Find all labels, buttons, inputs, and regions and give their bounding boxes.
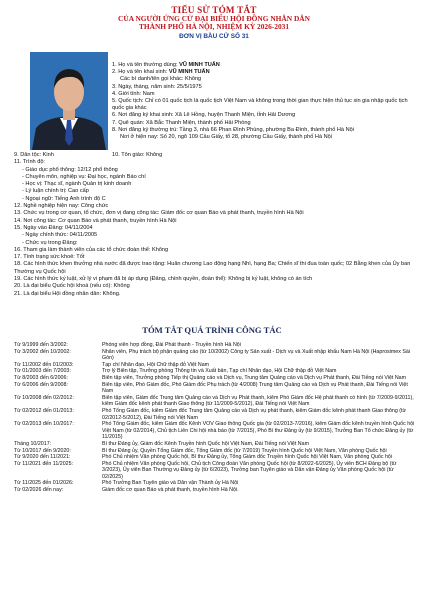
career-date: Từ 02/2012 đến 01/2013:	[14, 407, 74, 414]
career-date: Từ 10/2017 đến 9/2020:	[14, 447, 71, 454]
career-description: Biên tập viên, Trưởng phòng Tiếp thị Quảng cáo và Dịch vụ, Trung tâm Quảng cáo và Dịch vụ Phát thanh, Đài Tiếng nói Việt Nam	[102, 374, 407, 381]
career-row	[14, 395, 416, 408]
career-date: Từ 3/2002 đến 10/2002:	[14, 348, 71, 355]
career-description: Phó Chủ nhiệm Văn phòng Quốc hội, Bí thư Đảng ủy, Tổng Giám đốc Truyền hình Quốc hội Việt Nam, Văn phòng Quốc hội	[102, 454, 393, 461]
bio-item-awards: 18. Các hình thức khen thưởng nhà nước đã được trao tặng: Huân chương Lao động hạng Nhì, hạng Ba; Chiến sĩ thi đua toàn quốc; 02 Bằng khen của Ủy ban Thường vụ Quốc hội	[14, 261, 411, 275]
career-date: Từ 11/2002 đến 01/2003:	[14, 361, 74, 368]
career-row	[14, 408, 416, 421]
career-row	[14, 480, 416, 487]
career-date: Từ 8/2003 đến 6/2006:	[14, 374, 68, 381]
career-date: Từ 9/2020 đến 11/2021:	[14, 454, 71, 461]
bio-item-birth-name: 2. Họ và tên khai sinh: VŨ MINH TUẤN	[112, 69, 210, 76]
career-row	[14, 421, 416, 441]
career-date: Từ 9/1999 đến 3/2002:	[14, 342, 68, 348]
career-description: Bí thư Đảng ủy, Giám đốc Kênh Truyền hình Quốc hội Việt Nam, Đài Tiếng nói Việt Nam	[102, 440, 309, 447]
career-date: Từ 10/2008 đến 02/2012:	[14, 394, 74, 401]
bio-item-nationality: 5. Quốc tịch: Chỉ có 01 quốc tịch là quốc tịch Việt Nam và không trong thời gian thực hiện thủ tục xin gia nhập quốc tịch quốc gia khác	[112, 98, 408, 112]
bio-item-party-position: - Chức vụ trong Đảng:	[22, 239, 78, 246]
career-description: Biên tập viên, Phó Giám đốc, Phó Giám đốc Phụ trách (từ 4/2008) Trung tâm Quảng cáo và Dịch vụ Phát thanh, Đài Tiếng nói Việt Nam	[102, 381, 408, 395]
bio-item-ethnicity: 9. Dân tộc: Kinh	[14, 152, 54, 158]
career-description: Giám đốc cơ quan Báo và phát thanh, truyền hình Hà Nội.	[102, 487, 239, 494]
career-row	[14, 382, 416, 395]
career-description: Biên tập viên, Giám đốc Trung tâm Quảng cáo và Dịch vụ Phát thanh, kiêm Phó Giám đốc Hệ phát thanh có hình (từ 7/2009-9/2011), kiêm Giám đốc kênh phát thanh Giao thông (từ 11/2009-5/2012), Đài Tiếng nói Việt Nam	[102, 394, 414, 408]
candidate-portrait	[30, 52, 108, 150]
bio-item-aliases: Các bí danh/tên gọi khác: Không	[120, 76, 202, 83]
career-description: Nhân viên, Phụ trách bộ phận quảng cáo (từ 10/2002) Công ty Sản xuất - Dịch vụ và Xuất nhập khẩu Nam Hà Nội (Haprosimex Sài Gòn)	[102, 348, 410, 362]
bio-item-religion: 10. Tôn giáo: Không	[112, 152, 163, 158]
career-description: Phó Tổng Giám đốc, kiêm Giám đốc Kênh VOV Giao thông Quốc gia (từ 02/2013-7/2016), kiêm Giám đốc kênh truyền hình Quốc hội Việt Nam (từ 02/2014), Chủ tịch Liên Chi hội nhà báo (từ 7/2015), Phó Bí thư Đảng ủy (từ 9/2015), Trưởng Ban Tổ chức Đảng ủy (từ 11/2015)	[102, 421, 415, 441]
career-description: Trợ lý Biên tập, Trưởng phòng Thông tin và Xuất bản, Tạp chí Nhân đạo, Hội Chữ thập đỏ Việt Nam	[102, 368, 337, 375]
career-row	[14, 375, 416, 382]
bio-item-organizations: 16. Tham gia làm thành viên của các tổ chức đoàn thể: Không	[14, 246, 169, 253]
document-header	[14, 6, 414, 41]
career-row	[14, 461, 416, 481]
bio-item-specialty: - Chuyên môn, nghiệp vụ: Đại học, ngành Báo chí	[22, 173, 146, 180]
bio-item-general-education: - Giáo dục phổ thông: 12/12 phổ thông	[22, 166, 118, 173]
bio-item-health: 17. Tình trạng sức khoẻ: Tốt	[14, 254, 85, 261]
career-date: Từ 11/2021 đến 11/2025:	[14, 460, 74, 467]
career-date: Từ 02/2026 đến nay:	[14, 487, 64, 494]
bio-item-current-address: Nơi ở hiện nay: Số 20, ngõ 109 Cầu Giấy, tổ 28, phường Cầu Giấy, thành phố Hà Nội	[120, 134, 333, 141]
bio-item-party-join-date: 15. Ngày vào Đảng: 04/11/2004	[14, 224, 93, 231]
bio-item-workplace: 14. Nơi công tác: Cơ quan Báo và phát thanh, truyền hình Hà Nội	[14, 217, 177, 224]
bio-item-gender: 4. Giới tính: Nam	[112, 90, 155, 97]
document-subtitle-2: THÀNH PHỐ HÀ NỘI, NHIỆM KỲ 2026-2031	[138, 22, 290, 32]
career-row	[14, 441, 416, 448]
career-date: Tháng 10/2017:	[14, 440, 52, 447]
bio-item-birthdate: 3. Ngày, tháng, năm sinh: 25/5/1975	[112, 83, 202, 90]
career-description: Phóng viên hợp đồng, Đài Phát thanh - Truyền hình Hà Nội	[102, 342, 241, 348]
document-title: TIỂU SỬ TÓM TẮT	[171, 5, 257, 15]
career-date: Từ 02/2013 đến 10/2017:	[14, 421, 74, 428]
career-description: Tạp chí Nhân đạo, Hội Chữ thập đỏ Việt Nam	[102, 361, 210, 368]
document-subtitle-1: CỦA NGƯỜI ỨNG CỬ ĐẠI BIỂU HỘI ĐỒNG NHÂN DÂN	[118, 13, 310, 23]
career-date: Từ 11/2025 đến 01/2026:	[14, 480, 74, 487]
career-row	[14, 487, 416, 494]
bio-item-position: 13. Chức vụ trong cơ quan, tổ chức, đơn vị đang công tác: Giám đốc cơ quan Báo và phát thanh, truyền hình Hà Nội	[14, 210, 304, 217]
bio-top-list	[112, 62, 416, 141]
career-description: Phó Tổng Giám đốc, kiêm Giám đốc Trung tâm Quảng cáo và Dịch vụ phát thanh, kiêm Giám đốc kênh phát thanh Giao thông (từ 02/2012-5/2012), Đài Tiếng nói Việt Nam	[102, 407, 407, 421]
bio-item-political-theory: - Lý luận chính trị: Cao cấp	[22, 188, 89, 195]
bio-row-ethnicity-religion	[14, 152, 416, 159]
bio-full-list	[14, 152, 416, 298]
bio-item-peoples-council: 21. Là đại biểu Hội đồng nhân dân: Không.	[14, 290, 121, 297]
career-date: Từ 01/2003 đến 7/2003:	[14, 368, 71, 375]
career-list	[14, 342, 416, 494]
career-row	[14, 368, 416, 375]
bio-item-education: 11. Trình độ:	[14, 159, 45, 166]
bio-item-discipline: 19. Các hình thức kỷ luật, xử lý vi phạm đã bị áp dụng (Đảng, chính quyền, đoàn thể): Không bị kỷ luật, không có án tích	[14, 276, 313, 283]
career-date: Từ 6/2006 đến 9/2008:	[14, 381, 68, 388]
career-description: Phó Chủ nhiệm Văn phòng Quốc hội, Chủ tịch Công đoàn Văn phòng Quốc hội (từ 8/2022-6/2025), Ủy viên BCH Đảng bộ (từ 3/2023), Ủy viên Ban Thường vụ Đảng ủy (từ 6/2023), Trưởng ban Tuyên giáo và Dân vận Đảng ủy Văn phòng Quốc hội (từ 02/2025)	[102, 460, 397, 480]
career-section-title: TÓM TẮT QUÁ TRÌNH CÔNG TÁC	[142, 325, 282, 335]
bio-item-hometown: 7. Quê quán: Xã Bắc Thanh Miện, thành phố Hải Phòng	[112, 119, 251, 126]
bio-item-degree: - Học vị: Thạc sĩ, ngành Quản trị kinh doanh	[22, 181, 132, 188]
bio-item-occupation: 12. Nghề nghiệp hiện nay: Công chức	[14, 203, 109, 210]
career-row	[14, 342, 416, 349]
career-description: Bí thư Đảng ủy, Quyền Tổng Giám đốc, Tổng Giám đốc (từ 7/2019) Truyền hình Quốc hội Việt Nam, Văn phòng Quốc hội	[102, 447, 387, 454]
career-row	[14, 349, 416, 362]
bio-item-birth-registration: 6. Nơi đăng ký khai sinh: Xã Lê Hồng, huyện Thanh Miện, tỉnh Hải Dương	[112, 112, 296, 119]
bio-item-national-assembly: 20. Là đại biểu Quốc hội khoá (nếu có): Không	[14, 283, 130, 290]
bio-item-foreign-language: - Ngoại ngữ: Tiếng Anh trình độ C	[22, 195, 106, 202]
electoral-unit: ĐƠN VỊ BẦU CỬ SỐ 31	[179, 32, 249, 40]
bio-item-common-name: 1. Họ và tên thường dùng: VŨ MINH TUẤN	[112, 62, 220, 68]
portrait-image	[30, 52, 108, 150]
career-row	[14, 454, 416, 461]
bio-item-party-official-date: - Ngày chính thức: 04/11/2005	[22, 232, 98, 239]
bio-item-permanent-residence: 8. Nơi đăng ký thường trú: Tầng 3, nhà 66 Phan Đình Phùng, phường Ba Đình, thành phố Hà Nội	[112, 126, 354, 133]
career-description: Phó Trưởng Ban Tuyên giáo và Dân vận Thành ủy Hà Nội	[102, 480, 239, 487]
